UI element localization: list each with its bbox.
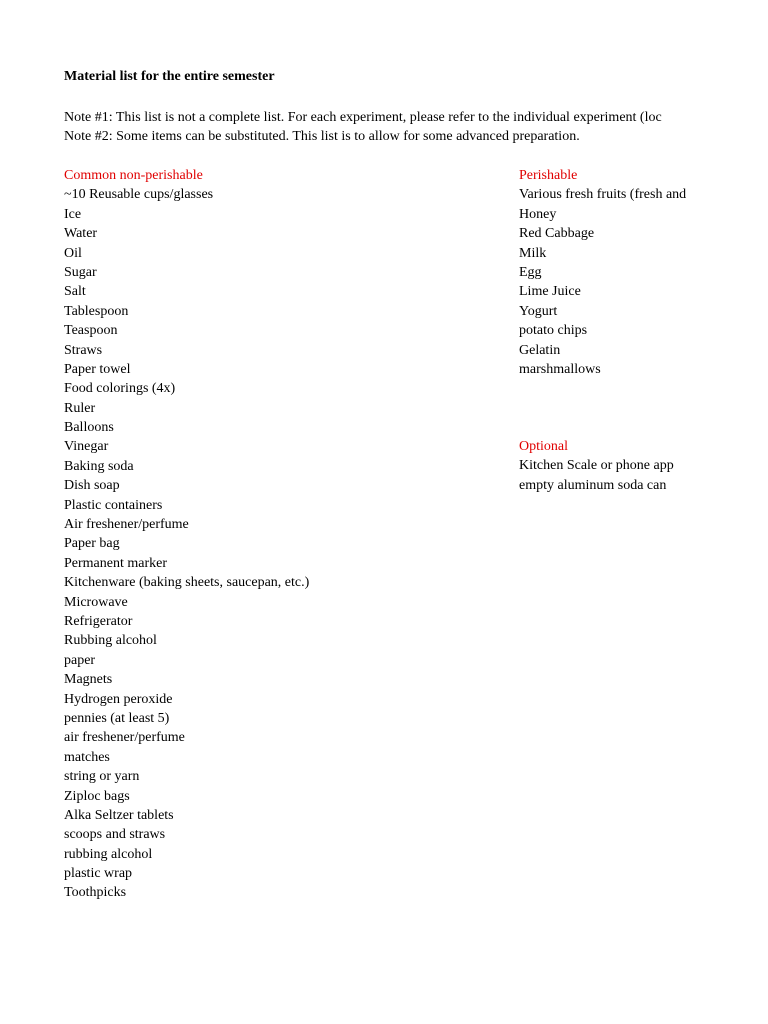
note-1: Note #1: This list is not a complete list. For each experiment, please refer to the individual experiment (loc — [64, 110, 662, 125]
list-item: Sugar — [64, 264, 97, 280]
common-non-perishable-section — [64, 166, 504, 903]
list-item: Plastic containers — [64, 497, 163, 513]
list-item: Alka Seltzer tablets — [64, 807, 174, 823]
list-item: Paper towel — [64, 361, 131, 377]
list-item: scoops and straws — [64, 827, 166, 843]
list-item: Ziploc bags — [64, 788, 130, 804]
list-item: Lime Juice — [519, 284, 581, 300]
list-item: Toothpicks — [64, 885, 127, 901]
list-item: Permanent marker — [64, 555, 168, 571]
common-non-perishable-heading: Common non-perishable — [64, 168, 203, 183]
list-item: Dish soap — [64, 478, 120, 494]
list-item: string or yarn — [64, 769, 140, 785]
list-item: Kitchenware (baking sheets, saucepan, etc.) — [64, 575, 310, 591]
list-item: paper — [64, 652, 96, 668]
list-item: Ruler — [64, 400, 96, 416]
list-item: Balloons — [64, 420, 114, 436]
list-item: Kitchen Scale or phone app — [519, 458, 674, 474]
list-item: air freshener/perfume — [64, 730, 185, 746]
list-item: Refrigerator — [64, 613, 133, 629]
list-item: Yogurt — [519, 303, 558, 319]
perishable-section — [519, 166, 704, 379]
page-title: Material list for the entire semester — [64, 69, 275, 84]
list-item: Teaspoon — [64, 323, 118, 339]
list-item: Oil — [64, 245, 82, 261]
list-item: matches — [64, 749, 110, 765]
list-item: Air freshener/perfume — [64, 517, 189, 533]
note-2: Note #2: Some items can be substituted. This list is to allow for some advanced preparation. — [64, 129, 580, 145]
list-item: Various fresh fruits (fresh and — [519, 187, 687, 203]
list-item: Honey — [519, 206, 557, 222]
list-item: Baking soda — [64, 458, 134, 474]
common-non-perishable-list — [64, 185, 504, 902]
optional-list — [519, 456, 704, 495]
list-item: potato chips — [519, 323, 588, 339]
list-item: Red Cabbage — [519, 226, 595, 242]
list-item: Milk — [519, 245, 547, 261]
list-item: Rubbing alcohol — [64, 633, 157, 649]
list-item: Hydrogen peroxide — [64, 691, 173, 707]
list-item: empty aluminum soda can — [519, 477, 667, 493]
list-item: Tablespoon — [64, 303, 129, 319]
list-item: Gelatin — [519, 342, 561, 358]
list-item: Water — [64, 226, 98, 242]
list-item: Vinegar — [64, 439, 109, 455]
list-item: Straws — [64, 342, 103, 358]
perishable-list — [519, 185, 704, 379]
list-item: rubbing alcohol — [64, 846, 153, 862]
list-item: Magnets — [64, 672, 113, 688]
list-item: Salt — [64, 284, 86, 300]
notes-block — [64, 108, 704, 147]
list-item: marshmallows — [519, 361, 601, 377]
perishable-heading: Perishable — [519, 168, 578, 183]
list-item: Ice — [64, 206, 82, 222]
list-item: pennies (at least 5) — [64, 710, 170, 726]
list-item: Egg — [519, 264, 542, 280]
list-item: Food colorings (4x) — [64, 381, 176, 397]
list-item: ~10 Reusable cups/glasses — [64, 187, 214, 203]
optional-heading: Optional — [519, 439, 568, 454]
optional-section — [519, 437, 704, 495]
list-item: Microwave — [64, 594, 128, 610]
list-item: plastic wrap — [64, 866, 133, 882]
list-item: Paper bag — [64, 536, 120, 552]
